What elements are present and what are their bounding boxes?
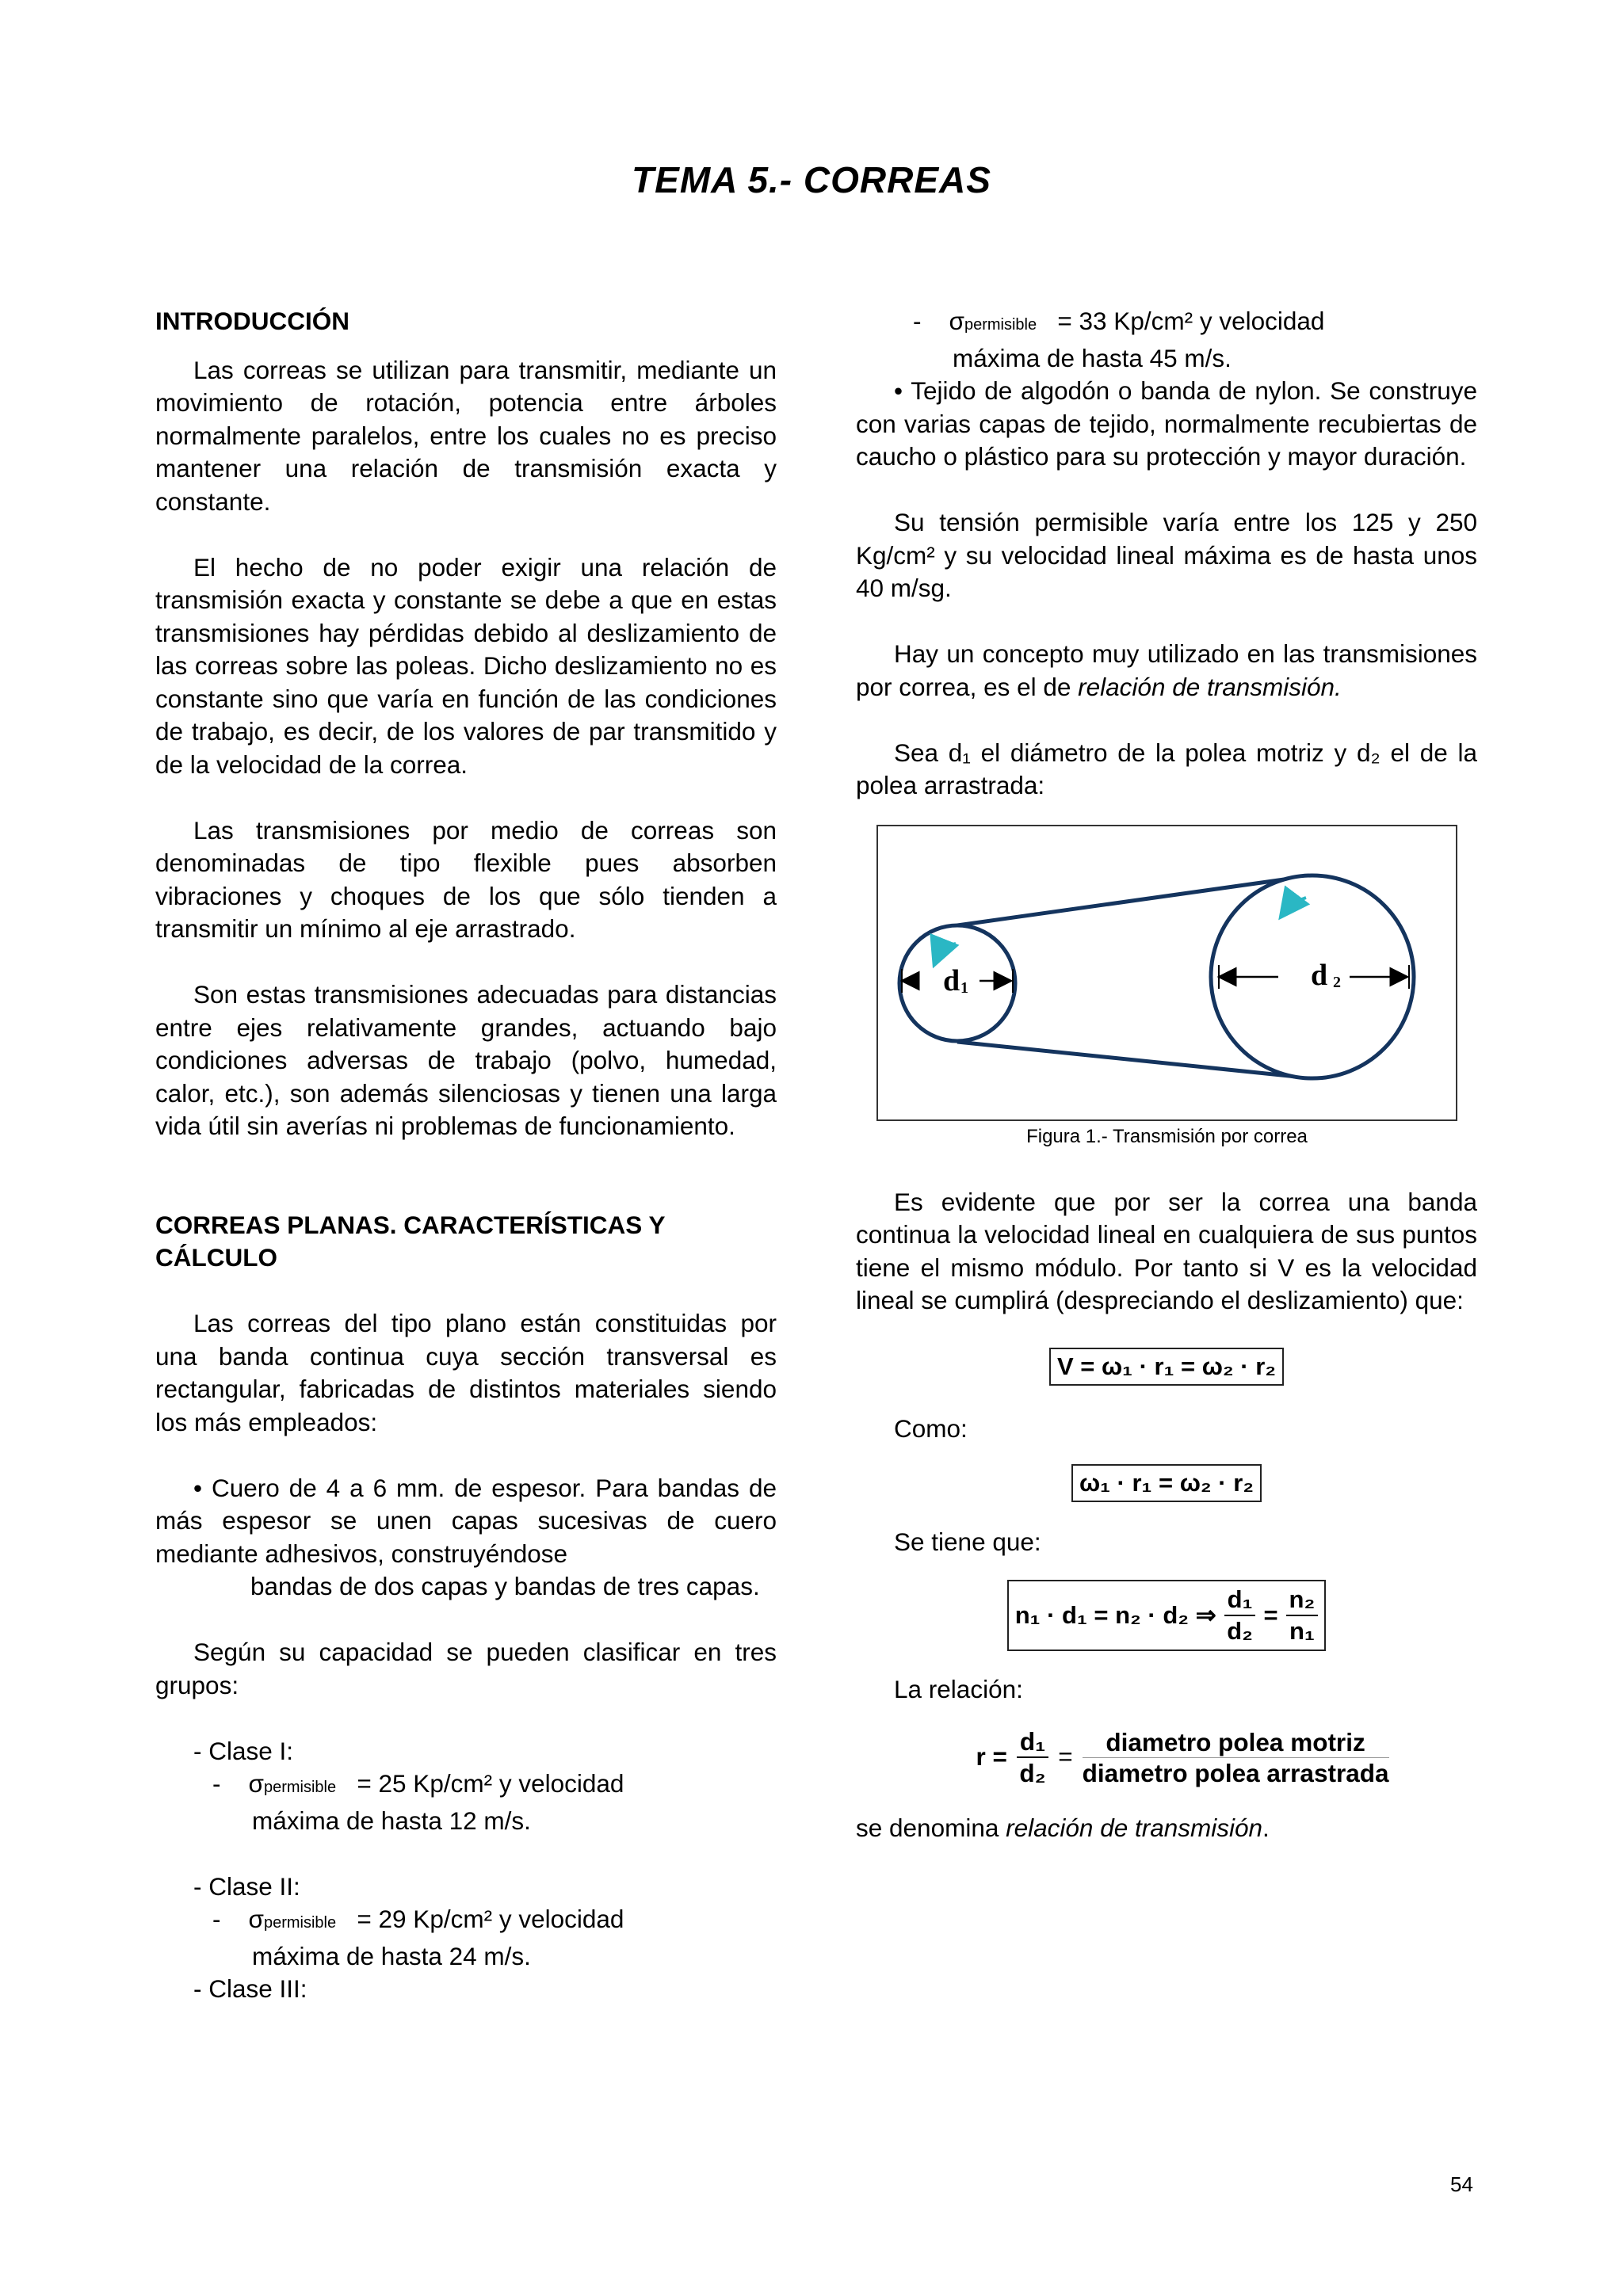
paragraph-3: Las transmisiones por medio de correas son denominadas de tipo flexible pues absorben vibraciones y choques de los que sólo tienden a transmitir un mínimo al eje arrastrado. [155,815,777,943]
belt-transmission-figure [876,825,1457,1121]
paragraph-4: Son estas transmisiones adecuadas para distancias entre ejes relativamente grandes, actuando bajo condiciones adversas de trabajo (polvo, humedad, calor, etc.), son además silenciosas y tienen una larga vida útil sin averías ni problemas de funcionamiento. [155,980,777,1140]
figure-caption: Figura 1.- Transmisión por correa [1026,1125,1308,1147]
fraction-d-num: d₁ [1224,1585,1256,1616]
paragraph-7: Su tensión permisible varía entre los 125 y 250 Kg/cm² y su velocidad lineal máxima es de hasta unos 40 m/sg. [856,508,1477,602]
clase-1-label: - Clase I: [193,1736,294,1765]
page-title: TEMA 5.- CORREAS [632,159,991,200]
fraction-text-den: diametro polea arrastrada [1082,1758,1389,1787]
fraction-n-num: n₂ [1286,1585,1319,1616]
paragraph-1: Las correas se utilizan para transmitir, mediante un movimiento de rotación, potencia entre árboles normalmente paralelos, entre los cuales no es preciso mantener una relación de transmisión exacta y constante. [155,355,777,516]
la-relacion-label: La relación: [894,1674,1023,1703]
fraction-text [1083,1727,1389,1788]
paragraph-8 [856,638,1477,704]
bullet-tejido: • Tejido de algodón o banda de nylon. Se construye con varias capas de tejido, normalmente recubiertas de caucho o plástico para su protección y mayor duración. [856,376,1477,471]
clase-1-cont: máxima de hasta 12 m/s. [252,1806,531,1835]
d2-label: d [1311,958,1328,992]
fraction-text-num: diametro polea motriz [1083,1727,1389,1758]
final-sentence [856,1812,1477,1845]
bullet-cuero-a: • Cuero de 4 a 6 mm. de espesor. Para bandas de más espesor se unen capas sucesivas de cuero mediante adhesivos, construyéndose [155,1473,777,1568]
equation-1-box: V = ω₁ · r₁ = ω₂ · r₂ [1049,1348,1284,1386]
sigma-symbol: σ [248,1769,264,1798]
equation-3-box: n₁ · d₁ = n₂ · d₂ ⇒ $\frac{\text{d₁}}{\text{d₂}}$ = $\frac{\text{n₂}}{\text{n₁}}$ [1007,1580,1327,1651]
d2-subscript: 2 [1333,973,1341,991]
d1-label: d [943,963,960,997]
left-column [155,305,777,2006]
paragraph-6: Según su capacidad se pueden clasificar en tres grupos: [155,1638,777,1699]
equation-3 [856,1580,1477,1651]
equation-1 [856,1348,1477,1386]
bullet-cuero-b: bandas de dos capas y bandas de tres capas. [250,1572,760,1600]
fraction-d [1224,1585,1256,1646]
equation-3-left: n₁ · d₁ = n₂ · d₂ ⇒ [1014,1600,1216,1629]
sigma-symbol: σ [248,1905,264,1933]
section-heading-line-2: CÁLCULO [155,1243,277,1272]
final-sentence-emphasis: relación de transmisión [1006,1814,1263,1842]
equation-2 [856,1464,1477,1502]
equation-2-box: ω₁ · r₁ = ω₂ · r₂ [1071,1464,1262,1502]
clase-2-spec: - σpermisible = 29 Kp/cm² y velocidad [212,1905,624,1933]
intro-heading: INTRODUCCIÓN [155,307,349,335]
fraction-n-den: n₁ [1289,1616,1315,1645]
fraction-ratio-num: d₁ [1017,1726,1048,1758]
sigma-subscript: permisible [964,316,1037,334]
final-sentence-end: . [1262,1814,1270,1842]
right-column [856,305,1477,1845]
fraction-d-den: d₂ [1227,1616,1253,1645]
fraction-n [1286,1585,1319,1646]
sigma-symbol: σ [949,307,964,335]
se-tiene-label: Se tiene que: [894,1527,1041,1556]
section-heading-line-1: CORREAS PLANAS. CARACTERÍSTICAS Y [155,1210,666,1239]
paragraph-2: El hecho de no poder exigir una relación de transmisión exacta y constante se debe a que en estas transmisiones hay pérdidas debido al deslizamiento de las correas sobre las poleas. Dicho deslizamiento no es constante sino que varía en función de las condiciones de trabajo, es decir, de los valores de par transmitido y de la velocidad de la correa. [155,552,777,779]
paragraph-8-emphasis: relación de transmisión. [1078,672,1342,701]
equation-4-r: r = [976,1742,1007,1772]
clase-3-spec: - σpermisible = 33 Kp/cm² y velocidad [913,307,1325,335]
page-number: 54 [1450,2172,1473,2196]
d1-subscript: 1 [960,978,968,997]
sigma-subscript: permisible [263,1779,337,1796]
belt-diagram [878,826,1456,1119]
paragraph-5: Las correas del tipo plano están constituidas por una banda continua cuya sección transversal es rectangular, fabricadas de distintos materiales siendo los más empleados: [155,1309,777,1436]
clase-3-value: = 33 Kp/cm² y velocidad [1057,307,1325,335]
clase-1-value: = 25 Kp/cm² y velocidad [357,1769,624,1798]
fraction-ratio-den: d₂ [1019,1759,1046,1787]
clase-1-spec: - σpermisible = 25 Kp/cm² y velocidad [212,1769,624,1798]
paragraph-8-text: Hay un concepto muy utilizado en las transmisiones por correa, es el de [856,639,1477,701]
clase-2-value: = 29 Kp/cm² y velocidad [357,1905,624,1933]
como-label: Como: [894,1413,968,1443]
sigma-subscript: permisible [263,1914,337,1932]
clase-3-cont: máxima de hasta 45 m/s. [953,343,1232,372]
final-sentence-text: se denomina [856,1814,1006,1842]
paragraph-9: Sea d₁ el diámetro de la polea motriz y d₂ el de la polea arrastrada: [856,738,1477,799]
section-heading [155,1209,777,1275]
paragraph-10: Es evidente que por ser la correa una banda continua la velocidad lineal en cualquiera de sus puntos tiene el mismo módulo. Por tanto si V es la velocidad lineal se cumplirá (despreciando el deslizamiento) que: [856,1187,1477,1314]
fraction-ratio [1017,1726,1048,1788]
clase-3-label: - Clase III: [193,1974,307,2003]
equation-4: r = $\frac{\text{d₁}}{\text{d₂}}$ = $\frac{\text{diametro polea motriz}}{\text{diametro polea arrastrada}}$ [976,1727,1389,1787]
clase-2-cont: máxima de hasta 24 m/s. [252,1941,531,1970]
clase-2-label: - Clase II: [193,1871,300,1901]
